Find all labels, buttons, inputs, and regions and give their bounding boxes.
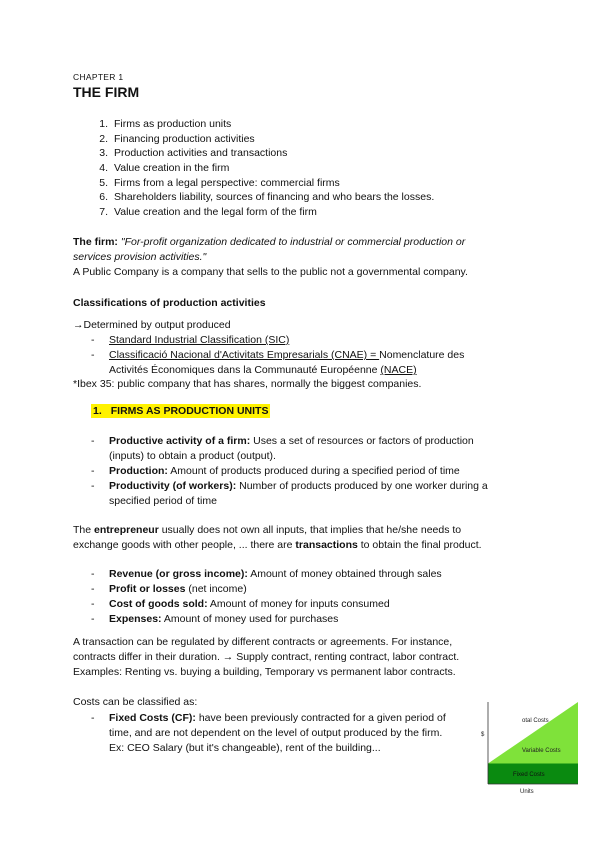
- firm-definition: [73, 235, 468, 280]
- list-item: - Classificació Nacional d'Activitats Empresarials (CNAE) = Nomenclature des Activités Économiques dans la Communauté Européenne (NACE): [91, 348, 464, 378]
- chapter-label: CHAPTER 1: [73, 72, 124, 82]
- variable-costs-area: [488, 702, 578, 764]
- page-title: THE FIRM: [73, 84, 140, 100]
- toc-item: 4. Value creation in the firm: [99, 162, 230, 175]
- firm-definition-quote: "For-profit organization dedicated to industrial or commercial production or: [117, 236, 466, 248]
- list-item: - Revenue (or gross income): Amount of money obtained through sales: [91, 567, 442, 582]
- list-item: - Fixed Costs (CF): have been previously contracted for a given period of time, and are not dependent on the level of output produced by the firm. Ex: CEO Salary (but it's changeable), rent of the building...: [91, 711, 446, 756]
- public-company-note: A Public Company is a company that sells to the public not a governmental company.: [73, 266, 468, 278]
- income-terms-list: [91, 567, 442, 627]
- list-item: [91, 333, 464, 348]
- list-item: - Expenses: Amount of money used for purchases: [91, 612, 442, 627]
- nace-label: (NACE): [380, 364, 417, 376]
- toc-item: 1. Firms as production units: [99, 118, 232, 130]
- y-axis-label: $: [481, 732, 485, 738]
- total-costs-label: otal Costs: [522, 718, 549, 724]
- variable-costs-label: Variable Costs: [522, 748, 561, 754]
- entrepreneur-paragraph: The entrepreneur usually does not own all inputs, that implies that he/she needs to exchange goods with other people, ... there are transactions to obtain the final product.: [73, 524, 482, 551]
- list-item: - Productivity (of workers): Number of products produced by one worker during a specified period of time: [91, 479, 488, 509]
- list-item: - Profit or losses (net income): [91, 582, 442, 597]
- determined-by-output: →Determined by output produced: [73, 319, 231, 331]
- toc-item: 5. Firms from a legal perspective: commercial firms: [99, 176, 340, 189]
- classification-list: [91, 333, 464, 378]
- toc-item: 2. Financing production activities: [99, 132, 255, 145]
- sic-label: Standard Industrial Classification (SIC): [109, 334, 290, 346]
- cost-chart: [480, 700, 580, 796]
- production-terms-list: [91, 434, 488, 509]
- firm-definition-label: The firm:: [73, 236, 118, 248]
- classifications-heading: Classifications of production activities: [73, 297, 266, 309]
- list-item: - Cost of goods sold: Amount of money for inputs consumed: [91, 597, 442, 612]
- toc-item: 6. Shareholders liability, sources of financing and who bears the losses.: [99, 191, 435, 204]
- transactions-paragraph: A transaction can be regulated by different contracts or agreements. For instance, contracts differ in their duration. → Supply contract, renting contract, labor contract. Examples: Renting vs. buying a building, Temporary vs permanent labor contracts.: [73, 636, 460, 678]
- toc-item: 3. Production activities and transactions: [99, 147, 288, 160]
- firm-definition-quote-cont: services provision activities.": [73, 251, 207, 263]
- table-of-contents: [73, 117, 434, 220]
- x-axis-label: Units: [520, 789, 534, 795]
- list-item: - Production: Amount of products produced during a specified period of time: [91, 464, 488, 479]
- toc-item: 7. Value creation and the legal form of the firm: [99, 206, 317, 219]
- cnae-label: Classificació Nacional d'Activitats Empresarials (CNAE) =: [109, 349, 380, 361]
- costs-intro: Costs can be classified as:: [73, 696, 198, 708]
- section-heading: 1. FIRMS AS PRODUCTION UNITS: [93, 405, 269, 417]
- list-item: - Productive activity of a firm: Uses a set of resources or factors of production (inputs) to obtain a product (output).: [91, 434, 488, 464]
- ibex-note: *Ibex 35: public company that has shares, normally the biggest companies.: [73, 378, 422, 390]
- fixed-costs-label: Fixed Costs: [513, 772, 545, 778]
- costs-list: [91, 711, 446, 756]
